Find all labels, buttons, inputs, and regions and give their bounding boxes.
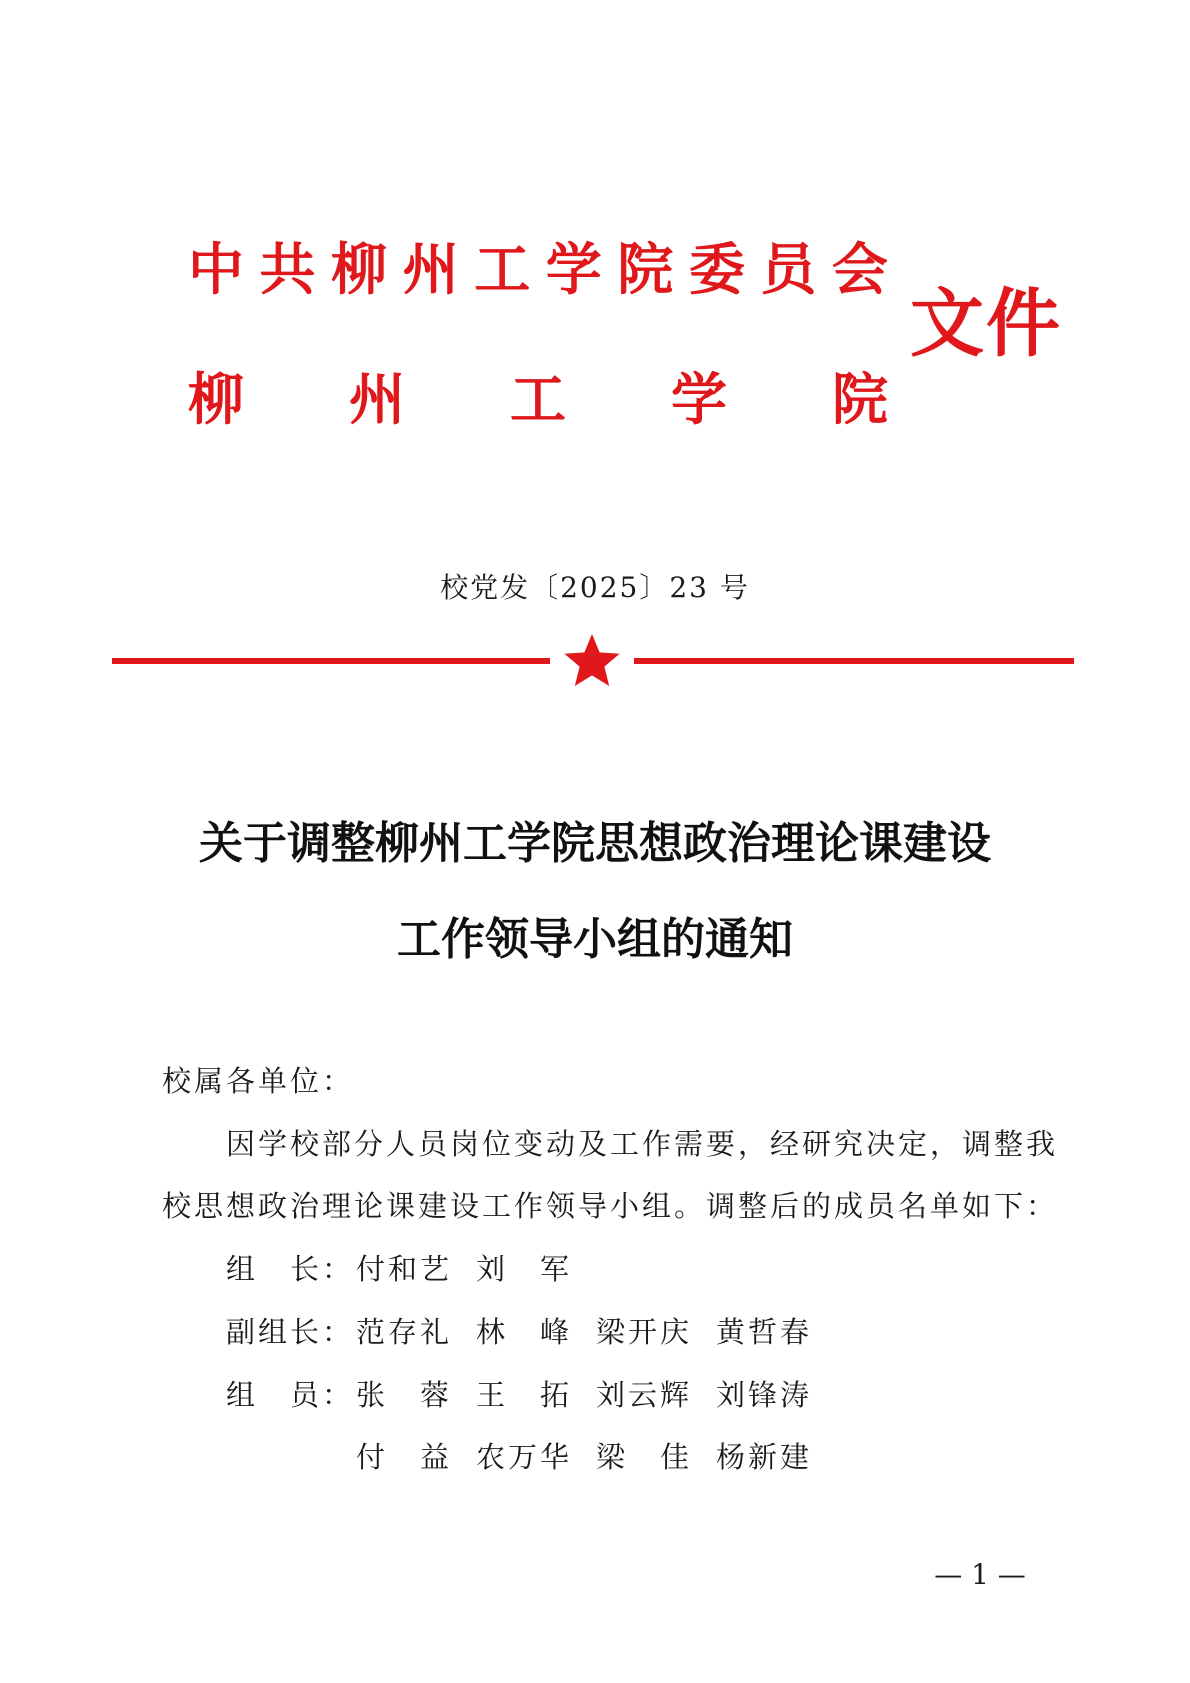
issuer-char: 州 (402, 237, 459, 303)
member-role: 组 长： (226, 1252, 355, 1286)
page-number: — 1 — (934, 1558, 1026, 1591)
issuer-line-party-committee (188, 238, 888, 302)
notice-title-line-2: 工作领导小组的通知 (397, 914, 793, 965)
member-name: 刘 军 (476, 1252, 573, 1286)
issuer-char: 委 (688, 237, 745, 303)
member-name: 黄哲春 (716, 1315, 813, 1349)
document-number: 校党发〔2025〕23 号 (440, 571, 750, 604)
member-role: 组 员： (226, 1378, 355, 1412)
member-name: 刘云辉 (596, 1378, 693, 1412)
member-name: 梁开庆 (596, 1315, 693, 1349)
member-name: 农万华 (476, 1440, 573, 1474)
separator-right-bar (634, 658, 1074, 664)
member-name: 梁 佳 (596, 1440, 693, 1474)
issuer-char: 会 (831, 237, 888, 303)
salutation: 校属各单位： (162, 1064, 355, 1098)
issuer-char: 州 (349, 367, 405, 433)
issuer-char: 工 (510, 367, 566, 433)
issuer-char: 中 (188, 237, 244, 303)
issuer-char: 学 (545, 237, 602, 303)
issuer-char: 工 (474, 237, 531, 303)
member-role: 副组长： (226, 1315, 355, 1349)
member-name: 付 益 (356, 1440, 453, 1474)
issuer-char: 学 (671, 367, 727, 433)
issuer-char: 共 (259, 237, 316, 303)
member-name: 杨新建 (716, 1440, 813, 1474)
separator-left-bar (112, 658, 550, 664)
issuer-char: 柳 (188, 367, 244, 433)
issuer-line-institute (188, 368, 888, 432)
member-name: 王 拓 (476, 1378, 573, 1412)
notice-title-line-1: 关于调整柳州工学院思想政治理论课建设 (199, 818, 991, 869)
red-separator-line (112, 632, 1074, 692)
body-paragraph-line-1: 因学校部分人员岗位变动及工作需要，经研究决定，调整我 (226, 1127, 1059, 1161)
document-type-label: 文件 (910, 281, 1062, 367)
body-paragraph-line-2: 校思想政治理论课建设工作领导小组。调整后的成员名单如下： (162, 1189, 1059, 1223)
member-name: 范存礼 (356, 1315, 453, 1349)
issuer-char: 员 (760, 237, 817, 303)
member-name: 刘锋涛 (716, 1378, 813, 1412)
red-star-icon (564, 634, 619, 686)
member-name: 张 蓉 (356, 1378, 453, 1412)
member-name: 林 峰 (476, 1315, 573, 1349)
member-name: 付和艺 (356, 1252, 453, 1286)
issuer-char: 院 (832, 367, 888, 433)
issuer-char: 院 (617, 237, 674, 303)
issuer-char: 柳 (331, 237, 388, 303)
